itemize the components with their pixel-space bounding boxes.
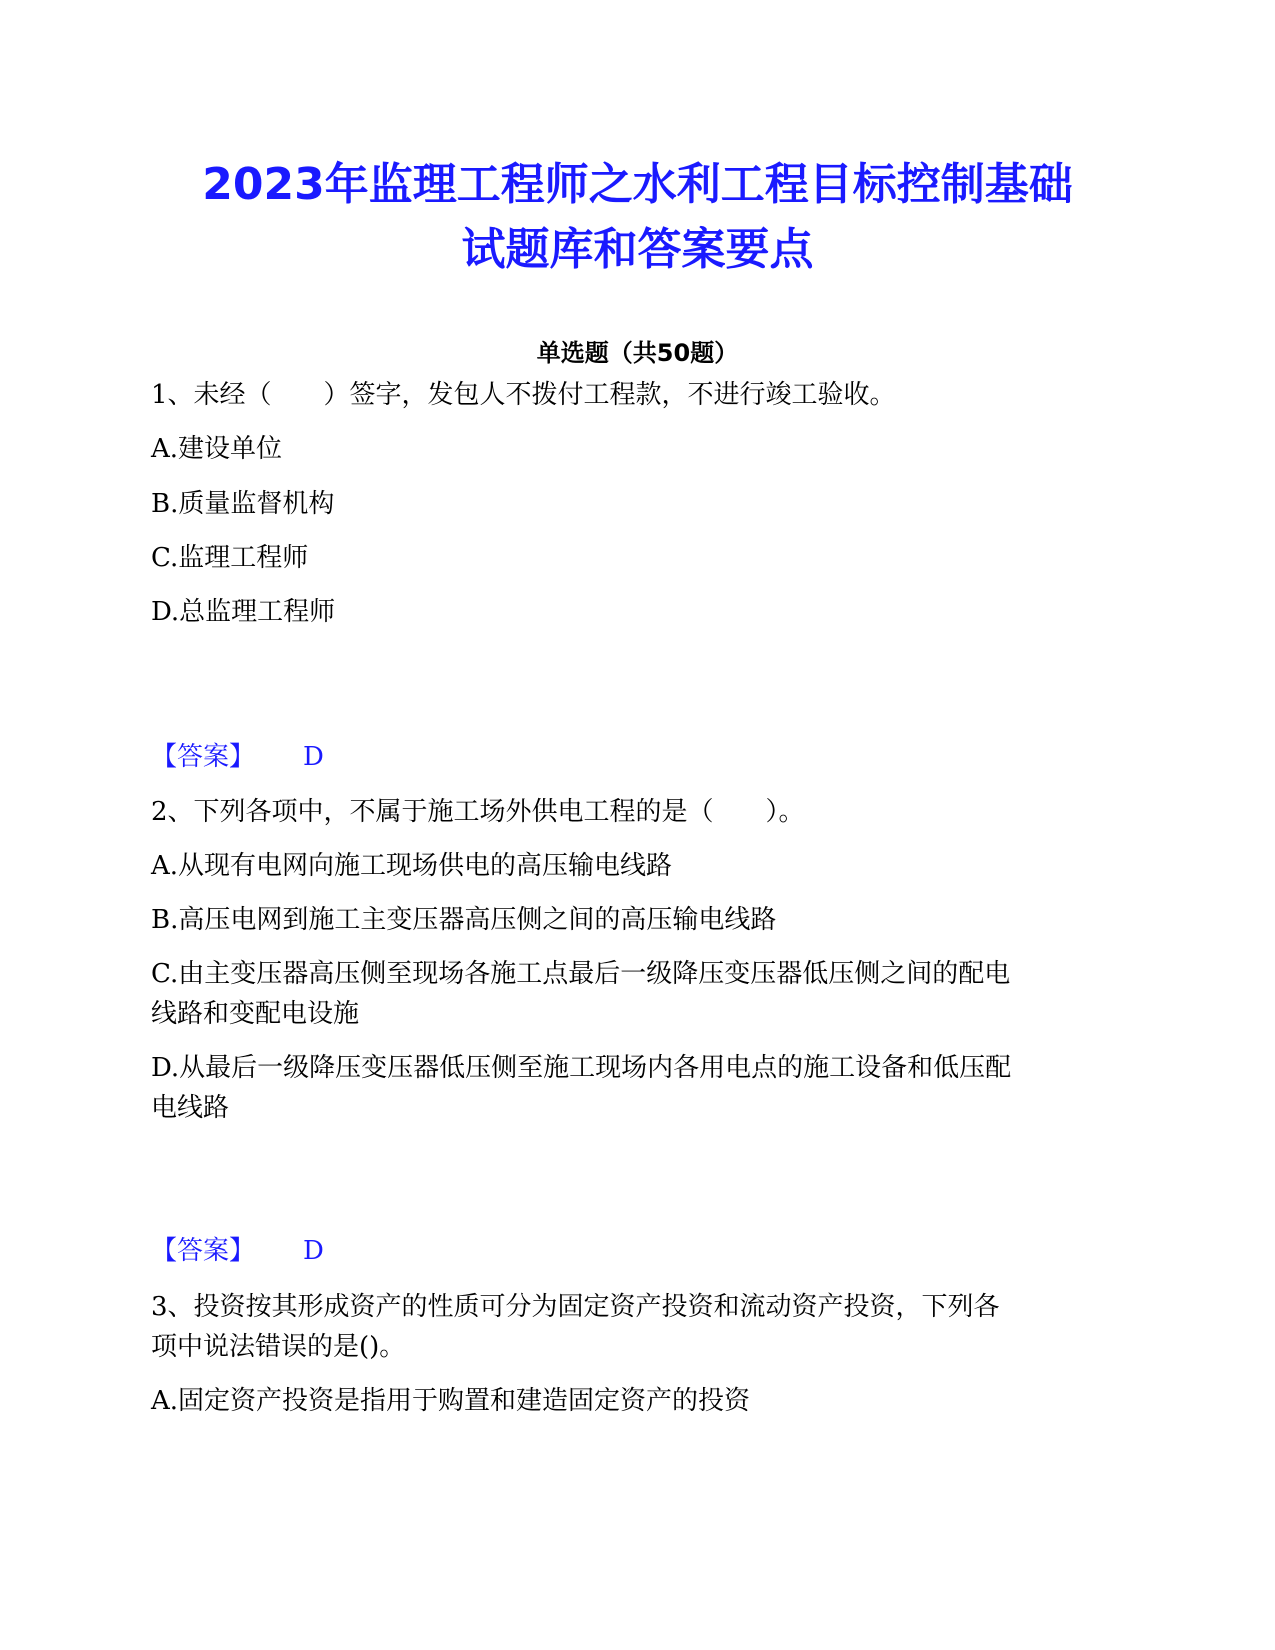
answer-label: 【答案】 — [151, 742, 256, 772]
question-2-option-c-line-2: 线路和变配电设施 — [151, 999, 360, 1029]
answer-value: D — [303, 1236, 324, 1266]
document-title-line-2: 试题库和答案要点 — [461, 224, 814, 275]
question-1-answer — [151, 736, 324, 778]
question-2-option-a: A.从现有电网向施工现场供电的高压输电线路 — [151, 851, 673, 881]
question-1-option-a: A.建设单位 — [151, 434, 283, 464]
question-2-option-c-line-1: C.由主变压器高压侧至现场各施工点最后一级降压变压器低压侧之间的配电 — [151, 959, 1011, 989]
answer-value: D — [303, 742, 324, 772]
question-3-stem-line-1: 3、投资按其形成资产的性质可分为固定资产投资和流动资产投资，下列各 — [151, 1292, 1000, 1322]
question-3-option-a: A.固定资产投资是指用于购置和建造固定资产的投资 — [151, 1386, 751, 1416]
question-2-option-b: B.高压电网到施工主变压器高压侧之间的高压输电线路 — [151, 905, 777, 935]
question-2-stem: 2、下列各项中，不属于施工场外供电工程的是（ ）。 — [151, 797, 805, 827]
answer-label: 【答案】 — [151, 1236, 256, 1266]
question-2-option-d-line-1: D.从最后一级降压变压器低压侧至施工现场内各用电点的施工设备和低压配 — [151, 1053, 1012, 1083]
document-title-line-1: 2023年监理工程师之水利工程目标控制基础 — [202, 159, 1073, 210]
question-1-stem: 1、未经（ ）签字，发包人不拨付工程款，不进行竣工验收。 — [151, 380, 896, 410]
question-1-option-b: B.质量监督机构 — [151, 489, 335, 519]
question-1-option-d: D.总监理工程师 — [151, 597, 336, 627]
section-heading: 单选题（共50题） — [536, 339, 739, 367]
question-1-option-c: C.监理工程师 — [151, 543, 309, 573]
question-2-answer — [151, 1230, 324, 1272]
question-2-option-d-line-2: 电线路 — [151, 1093, 230, 1123]
question-3-stem-line-2: 项中说法错误的是()。 — [151, 1332, 406, 1362]
